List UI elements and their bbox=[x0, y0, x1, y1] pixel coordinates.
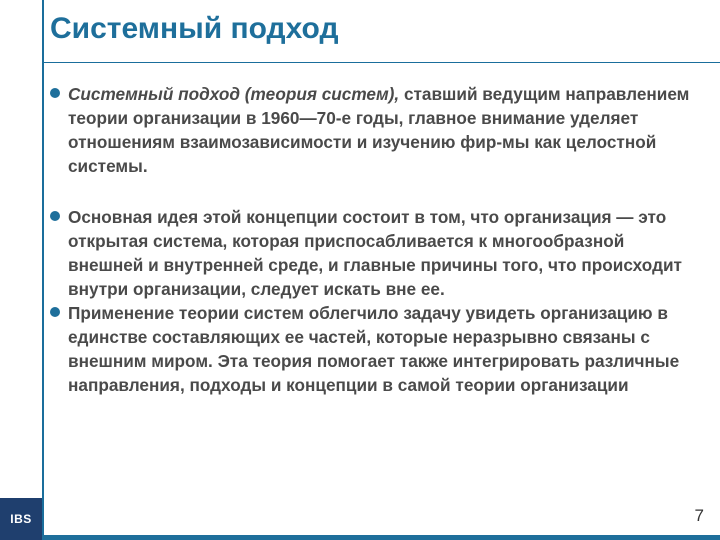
bullet-item-3 bbox=[50, 301, 700, 397]
bullet-emphasis: Системный подход (теория систем), bbox=[68, 84, 400, 104]
bullet-list bbox=[50, 82, 700, 397]
bullet-text: ставший ведущим направлением теории организации в 1960—70-е годы, главное внимание уделяет отношениям взаимозависимости и изучению фир-мы как целостной системы. bbox=[68, 84, 690, 176]
bullet-dot-icon bbox=[50, 88, 60, 98]
ibs-logo: IBS bbox=[0, 498, 42, 540]
bottom-border-line bbox=[42, 535, 720, 540]
bullet-dot-icon bbox=[50, 211, 60, 221]
page-number: 7 bbox=[694, 506, 704, 525]
title-divider bbox=[42, 62, 720, 63]
bullet-text: Применение теории систем облегчило задачу увидеть организацию в единстве составляющих ее частей, которые неразрывно связаны с внешним миром. Эта теория помогает также интегрировать различные направления, подходы и концепции в самой теории организации bbox=[68, 303, 680, 395]
bullet-dot-icon bbox=[50, 307, 60, 317]
bullet-text: Основная идея этой концепции состоит в том, что организация — это открытая система, которая приспосабливается к многообразной внешней и внутренней среде, и главные причины того, что происходит внутри организации, следует искать вне ее. bbox=[68, 207, 682, 299]
left-border-line bbox=[42, 0, 44, 540]
bullet-item-2 bbox=[50, 205, 700, 301]
bullet-item-1 bbox=[50, 82, 700, 178]
slide-title: Системный подход bbox=[50, 12, 339, 45]
